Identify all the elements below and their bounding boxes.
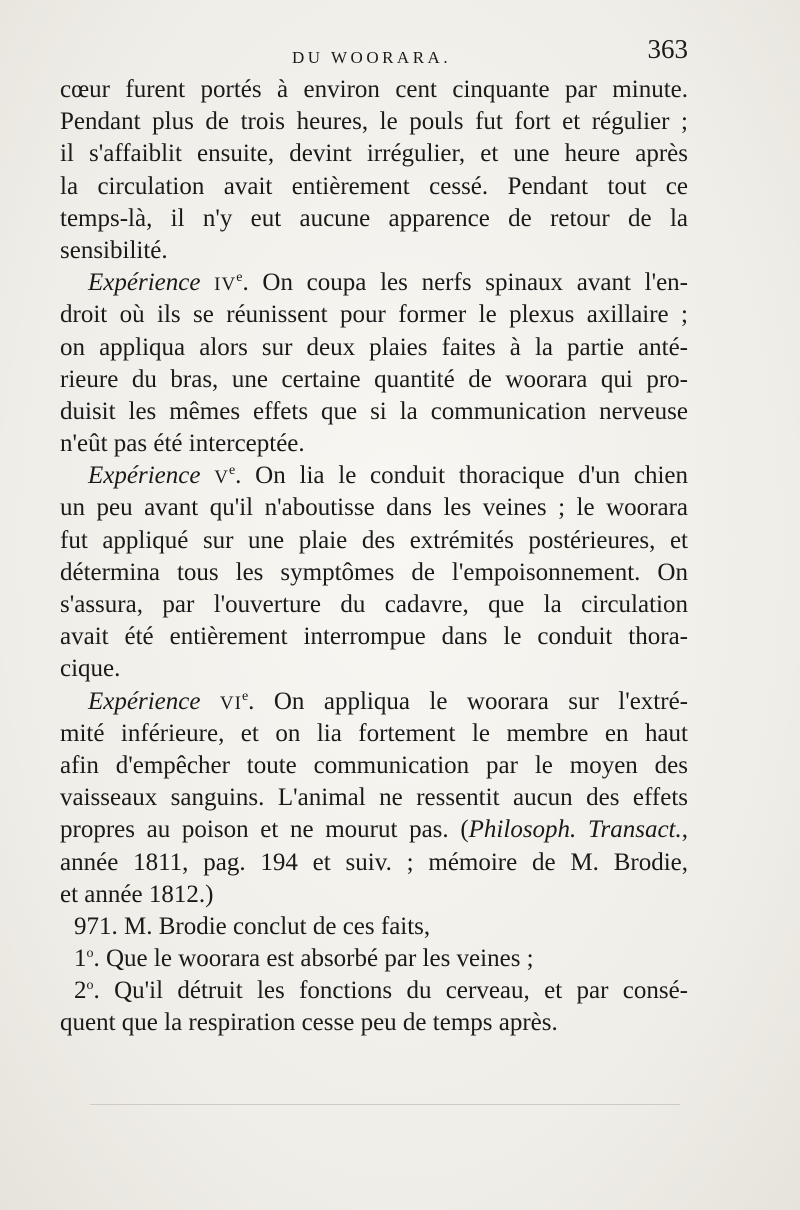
experience-text: . On appliqua le woorara sur l'extré-: [248, 687, 688, 715]
experience-label: Expérience: [88, 687, 201, 715]
text-line: on appliqua alors sur deux plaies faites à la partie anté-: [60, 333, 688, 361]
ordinal-suffix: e: [236, 270, 243, 286]
conclusion-item-2: [60, 975, 688, 1007]
ordinal-suffix: e: [241, 688, 249, 704]
ordinal-suffix: o: [86, 946, 94, 962]
experience-number: IV: [214, 274, 237, 296]
experience-text: . On coupa les nerfs spinaux avant l'en-: [242, 269, 688, 297]
experience-heading-5: [60, 460, 688, 492]
experience-label: Expérience: [88, 462, 201, 490]
journal-title: Philosoph. Transact.: [468, 816, 682, 844]
conclusion-item-1: [60, 943, 688, 975]
text-line: n'eût pas été interceptée.: [60, 430, 305, 458]
text-line: il s'affaiblit ensuite, devint irrégulier, et une heure après: [60, 140, 688, 168]
text-line: un peu avant qu'il n'aboutisse dans les veines ; le woorara: [60, 494, 688, 522]
text-line: sensibilité.: [60, 236, 168, 264]
text-line: détermina tous les symptômes de l'empoisonnement. On: [60, 558, 688, 586]
text-line: duisit les mêmes effets que si la communication nerveuse: [60, 397, 688, 425]
text-line: fut appliqué sur une plaie des extrémités postérieures, et: [60, 526, 688, 554]
paragraph-971: 971. M. Brodie conclut de ces faits,: [74, 912, 431, 940]
running-head: DU WOORARA.: [292, 48, 452, 67]
page-header: [60, 34, 688, 74]
text-line: année 1811, pag. 194 et suiv. ; mémoire de M. Brodie,: [60, 848, 688, 876]
text-line: droit où ils se réunissent pour former le plexus axillaire ;: [60, 301, 688, 329]
text-line-citation: [60, 814, 688, 846]
show-through-rule: [90, 1104, 680, 1105]
text-segment: propres au poison et ne mourut pas. (: [60, 816, 469, 844]
body-text: [60, 74, 688, 1040]
text-segment: ,: [681, 816, 688, 844]
text-line: cœur furent portés à environ cent cinquante par minute.: [60, 76, 688, 103]
item-number: 1: [74, 945, 87, 973]
experience-text: . On lia le conduit thoracique d'un chien: [235, 462, 688, 490]
text-line: mité inférieure, et on lia fortement le membre en haut: [60, 719, 688, 747]
text-line: Pendant plus de trois heures, le pouls fut fort et régulier ;: [60, 108, 688, 136]
text-line: s'assura, par l'ouverture du cadavre, que la circulation: [60, 591, 688, 618]
ordinal-suffix: o: [86, 978, 94, 994]
item-text: . Qu'il détruit les fonctions du cerveau, et par consé-: [93, 977, 688, 1005]
experience-number: V: [214, 467, 229, 489]
text-line: avait été entièrement interrompue dans le conduit thora-: [60, 623, 688, 651]
ordinal-suffix: e: [228, 463, 236, 479]
page-number: 363: [647, 34, 688, 64]
text-line: afin d'empêcher toute communication par le moyen des: [60, 751, 688, 779]
experience-number: VI: [219, 692, 242, 714]
text-line: cique.: [60, 655, 121, 683]
item-text: . Que le woorara est absorbé par les veines ;: [93, 945, 534, 973]
experience-heading-6: [60, 686, 688, 718]
text-line: quent que la respiration cesse peu de temps après.: [60, 1009, 558, 1037]
text-line: la circulation avait entièrement cessé. Pendant tout ce: [60, 172, 688, 200]
text-line: temps-là, il n'y eut aucune apparence de retour de la: [60, 204, 688, 232]
experience-label: Expérience: [88, 269, 201, 297]
item-number: 2: [74, 977, 87, 1005]
experience-heading-4: [60, 267, 688, 299]
text-line: et année 1812.): [60, 880, 214, 908]
text-line: vaisseaux sanguins. L'animal ne ressentit aucun des effets: [60, 784, 688, 812]
text-line: rieure du bras, une certaine quantité de woorara qui pro-: [60, 365, 688, 393]
